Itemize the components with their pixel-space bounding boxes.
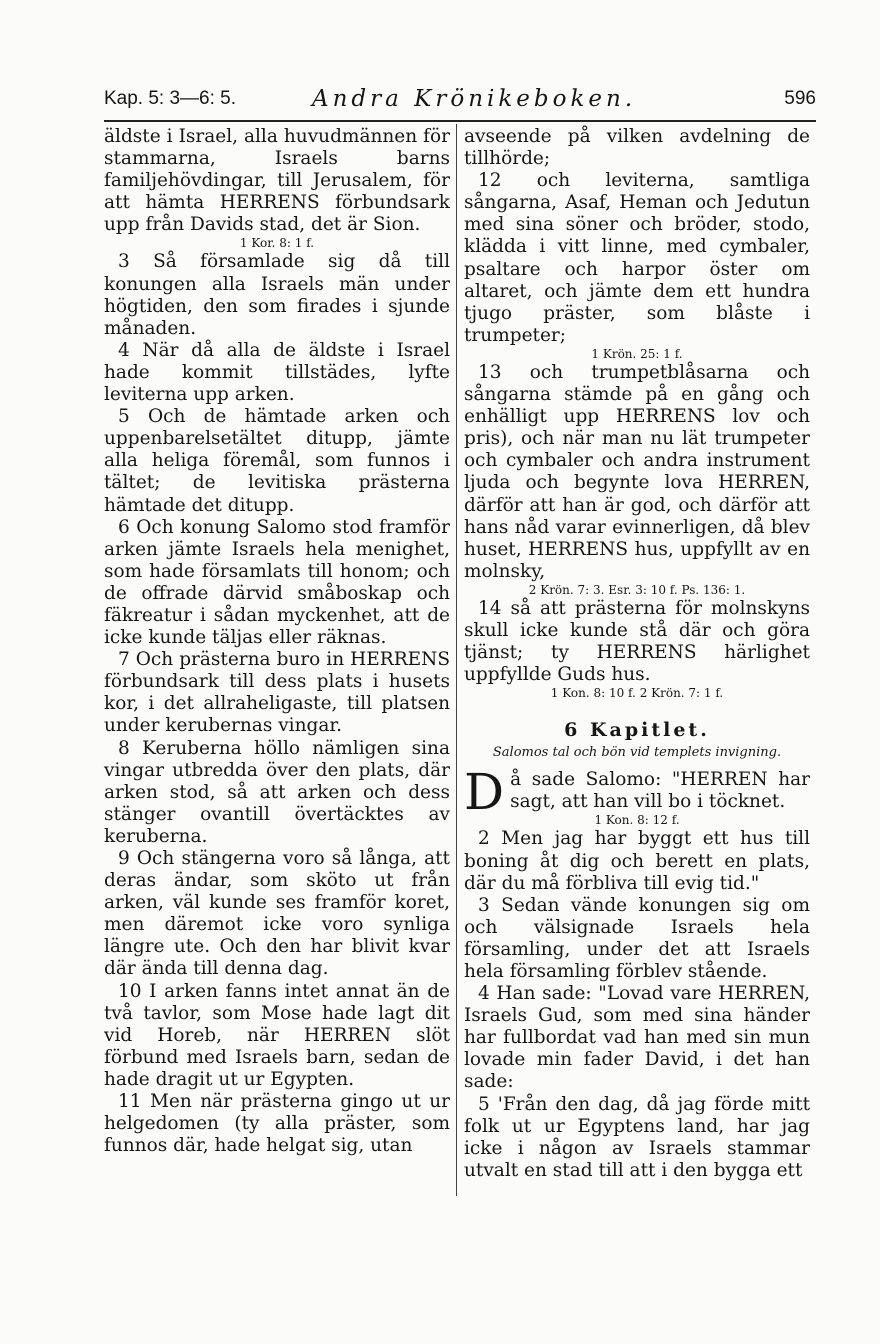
verse-5: 5 'Från den dag, då jag förde mitt folk ut ur Egyptens land, har jag icke i någon av Israels stammar utvalt en stad till att i den bygga ett <box>464 1093 810 1181</box>
cross-reference: 1 Kon. 8: 12 f. <box>594 813 680 828</box>
verse-12: 12 och leviterna, samtliga sångarna, Asaf, Heman och Jedutun med sina söner och bröder, stodo, klädda i vitt linne, med cymbaler, psaltare och harpor öster om altaret, och jämte dem ett hundra tjugo präster, som blåste i trumpeter; <box>464 170 810 346</box>
verse-9: 9 Och stängerna voro så långa, att deras ändar, som sköto ut från arken, väl kunde ses framför koret, men däremot icke voro synliga längre ute. Och den har blivit kvar där ända till denna dag. <box>104 848 450 980</box>
chapter-reference: Kap. 5: 3—6: 5. <box>104 88 237 109</box>
verse-11: 11 Men när prästerna gingo ut ur helgedomen (ty alla präster, som funnos där, hade helgat sig, utan <box>104 1091 450 1157</box>
verse-continuation: avseende på vilken avdelning de tillhörde; <box>464 126 810 170</box>
chapter-heading: 6 Kapitlet. <box>564 719 710 742</box>
cross-reference: 2 Krön. 7: 3. Esr. 3: 10 f. Ps. 136: 1. <box>528 582 746 597</box>
book-title: Andra Krönikeboken. <box>312 86 637 112</box>
verse-10: 10 I arken fanns intet annat än de två tavlor, som Mose hade lagt dit vid Horeb, när HERREN slöt förbund med Israels barn, sedan de hade dragit ut ur Egypten. <box>104 980 450 1090</box>
verse-3: 3 Så församlade sig då till konungen alla Israels män under högtiden, den som firades i sjunde månaden. <box>104 251 450 339</box>
page-number: 596 <box>784 88 816 109</box>
drop-cap: D <box>464 763 505 822</box>
page-header <box>104 88 816 120</box>
verse-7: 7 Och prästerna buro in HERRENS förbundsark till dess plats i husets kor, i det allraheligaste, till platsen under kerubernas vingar. <box>104 649 450 737</box>
verse-14: 14 så att prästerna för molnskyns skull icke kunde stå där och göra tjänst; ty HERRENS härlighet uppfyllde Guds hus. <box>464 597 810 686</box>
cross-reference: 1 Kor. 8: 1 f. <box>239 236 315 251</box>
cross-reference: 1 Kon. 8: 10 f. 2 Krön. 7: 1 f. <box>550 686 724 701</box>
left-column <box>104 126 450 1157</box>
verse-13: 13 och trumpetblåsarna och sångarna stämde på en gång och enhälligt upp HERRENS lov och pris), och när man nu lät trumpeter och cymbaler och andra instrument ljuda och begynte lova HERREN, därför att han är god, och därför att hans nåd varar evinnerligen, då blev huset, HERRENS hus, uppfyllt av en molnsky, <box>464 361 810 582</box>
cross-reference: 1 Krön. 25: 1 f. <box>591 346 683 361</box>
verse-4: 4 Han sade: "Lovad vare HERREN, Israels Gud, som med sina händer har fullbordat vad han med sin mun lovade min fader David, i det han sade: <box>464 983 810 1093</box>
verse-continuation: äldste i Israel, alla huvudmännen för stammarna, Israels barns familjehövdingar, till Jerusalem, för att hämta HERRENS förbundsark upp från Davids stad, det är Sion. <box>104 126 450 236</box>
verse-4: 4 När då alla de äldste i Israel hade kommit tillstädes, lyfte leviterna upp arken. <box>104 339 450 406</box>
chapter-subtitle: Salomos tal och bön vid templets invigning. <box>492 745 782 761</box>
verse-1-text: å sade Salomo: "HERREN har sagt, att han vill bo i töcknet. <box>510 769 810 813</box>
verse-6: 6 Och konung Salomo stod framför arken jämte Israels hela menighet, som hade församlats till honom; och de offrade därvid småboskap och fäkreatur i sådan myckenhet, att de icke kunde täljas eller räknas. <box>104 516 450 649</box>
column-divider <box>456 124 457 1196</box>
verse-5: 5 Och de hämtade arken och uppenbarelsetältet ditupp, jämte alla heliga föremål, som funnos i tältet; de levitiska prästerna hämtade det ditupp. <box>104 406 450 516</box>
header-rule <box>104 120 816 122</box>
verse-3: 3 Sedan vände konungen sig om och välsignade Israels hela församling, under det att Israels hela församling förblev stående. <box>464 894 810 982</box>
right-column <box>464 126 810 1182</box>
verse-2: 2 Men jag har byggt ett hus till boning åt dig och berett en plats, där du må förbliva till evig tid." <box>464 828 810 894</box>
verse-8: 8 Keruberna höllo nämligen sina vingar utbredda över den plats, där arken stod, så att arken och dess stänger ovantill övertäcktes av keruberna. <box>104 737 450 847</box>
